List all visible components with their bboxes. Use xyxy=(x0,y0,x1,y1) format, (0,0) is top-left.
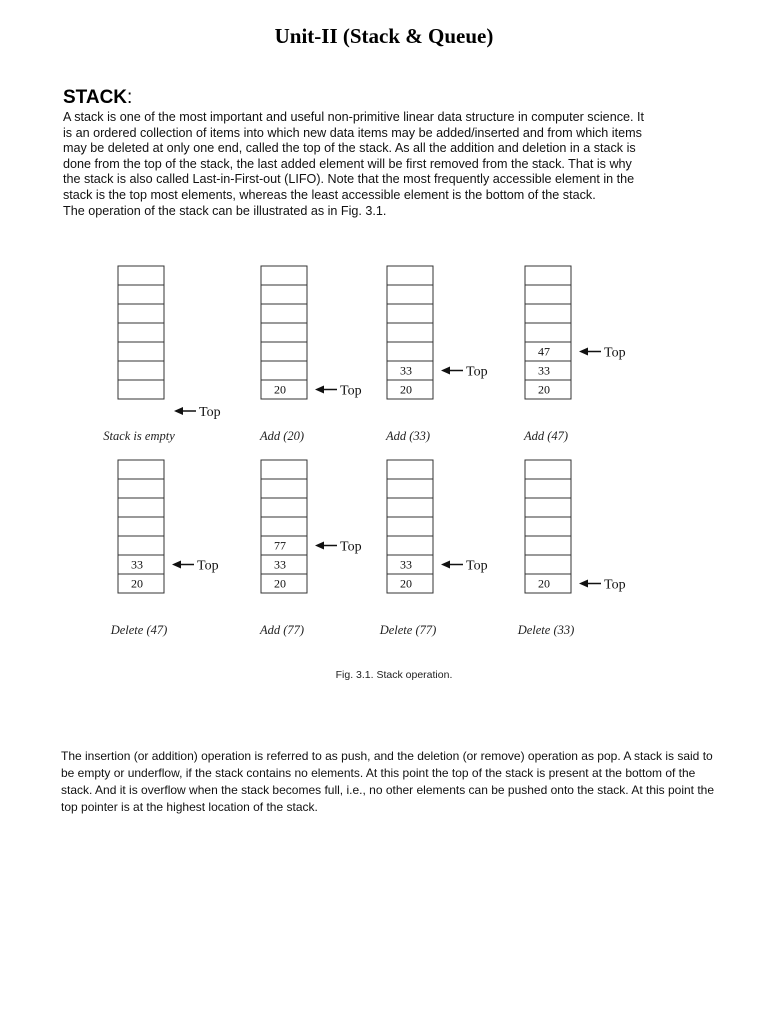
stack-cell xyxy=(261,479,307,498)
arrow-head-icon xyxy=(579,580,588,588)
stack-cell xyxy=(118,323,164,342)
top-pointer-arrow xyxy=(579,580,601,588)
stack-cell xyxy=(118,285,164,304)
top-pointer-arrow xyxy=(315,386,337,394)
top-pointer-label: Top xyxy=(340,539,362,555)
stack-cell xyxy=(118,536,164,555)
stack-diagram xyxy=(385,266,488,443)
closing-paragraph xyxy=(61,748,741,816)
top-pointer-arrow xyxy=(172,561,194,569)
stack-cell-value: 77 xyxy=(274,538,286,553)
arrow-head-icon xyxy=(315,542,324,550)
stack-cell xyxy=(261,323,307,342)
stack-cell xyxy=(118,517,164,536)
stack-cell xyxy=(387,285,433,304)
arrow-head-icon xyxy=(441,367,450,375)
stack-operation-label: Add (77) xyxy=(259,623,305,637)
stack-cell xyxy=(261,498,307,517)
stack-operation-label: Add (33) xyxy=(385,429,431,443)
stack-cell xyxy=(261,285,307,304)
top-pointer-label: Top xyxy=(199,405,221,420)
top-pointer-arrow xyxy=(174,407,196,415)
stack-diagram xyxy=(259,460,362,637)
stack-operation-label: Add (47) xyxy=(523,429,569,443)
stack-cell xyxy=(387,517,433,536)
stack-operation-label: Delete (33) xyxy=(517,623,575,637)
top-pointer-arrow xyxy=(579,348,601,356)
stack-cell xyxy=(261,460,307,479)
top-pointer-label: Top xyxy=(604,577,626,593)
stack-cell xyxy=(118,361,164,380)
stack-cell xyxy=(387,479,433,498)
arrow-head-icon xyxy=(315,386,324,394)
stack-cell-value: 20 xyxy=(400,576,412,591)
closing-line: The insertion (or addition) operation is referred to as push, and the deletion (or remove) operation as pop. A stack is said to xyxy=(61,749,713,763)
stack-cell xyxy=(118,266,164,285)
stack-cell xyxy=(261,342,307,361)
stack-cell xyxy=(261,266,307,285)
stack-diagram xyxy=(517,460,626,637)
stack-diagram xyxy=(379,460,488,637)
stack-cell-value: 20 xyxy=(274,576,286,591)
arrow-head-icon xyxy=(579,348,588,356)
top-pointer-label: Top xyxy=(340,383,362,399)
stack-operation-label: Stack is empty xyxy=(103,429,175,443)
stack-cell xyxy=(118,479,164,498)
stack-cell xyxy=(261,361,307,380)
stack-cell xyxy=(118,304,164,323)
closing-line: top pointer is at the highest location of the stack. xyxy=(61,800,318,814)
top-pointer-arrow xyxy=(315,542,337,550)
stack-cell-value: 20 xyxy=(538,576,550,591)
intro-line: done from the top of the stack, the last added element will be first removed from the stack. That is why xyxy=(63,156,632,171)
top-pointer-label: Top xyxy=(197,558,219,574)
top-pointer-label: Top xyxy=(466,558,488,574)
stack-operation-figure xyxy=(0,250,768,660)
stack-cell xyxy=(525,460,571,479)
top-pointer-label: Top xyxy=(466,364,488,380)
stack-cell xyxy=(525,555,571,574)
stack-cell-value: 33 xyxy=(400,363,412,378)
intro-line: The operation of the stack can be illustrated as in Fig. 3.1. xyxy=(63,203,387,218)
stack-cell xyxy=(387,342,433,361)
closing-line: stack. And it is overflow when the stack becomes full, i.e., no other elements can be pushed onto the stack. At this point the xyxy=(61,783,715,797)
stack-cell-value: 33 xyxy=(538,363,550,378)
stack-cell xyxy=(118,380,164,399)
stack-cell xyxy=(387,536,433,555)
stack-cell xyxy=(525,536,571,555)
stack-cell xyxy=(525,479,571,498)
stack-diagram xyxy=(110,460,219,637)
stack-cell xyxy=(118,342,164,361)
stack-cell xyxy=(387,498,433,517)
stack-cell xyxy=(261,517,307,536)
intro-line: is an ordered collection of items into which new data items may be added/inserted and from which items xyxy=(63,125,642,140)
stack-cell xyxy=(525,498,571,517)
stack-cell-value: 33 xyxy=(131,557,143,572)
stack-diagram xyxy=(103,266,220,443)
stack-cell xyxy=(525,323,571,342)
stack-cell xyxy=(525,266,571,285)
stack-cell xyxy=(525,517,571,536)
section-heading xyxy=(63,87,132,109)
stack-operation-label: Delete (47) xyxy=(110,623,168,637)
stack-operation-label: Add (20) xyxy=(259,429,305,443)
intro-line: the stack is also called Last-in-First-out (LIFO). Note that the most frequently accessible element in the xyxy=(63,172,635,187)
intro-line: may be deleted at only one end, called the top of the stack. As all the addition and deletion in a stack is xyxy=(63,141,636,156)
arrow-head-icon xyxy=(172,561,181,569)
stack-cell xyxy=(525,304,571,323)
stack-cell-value: 20 xyxy=(400,382,412,397)
stack-cell xyxy=(118,460,164,479)
intro-line: A stack is one of the most important and useful non-primitive linear data structure in computer science. It xyxy=(63,110,644,124)
closing-line: be empty or underflow, if the stack contains no elements. At this point the top of the stack is present at the bottom of the xyxy=(61,766,696,780)
stack-cell xyxy=(387,460,433,479)
top-pointer-arrow xyxy=(441,561,463,569)
arrow-head-icon xyxy=(441,561,450,569)
page-title: Unit-II (Stack & Queue) xyxy=(274,24,494,48)
stack-cell xyxy=(261,304,307,323)
stack-cell-value: 20 xyxy=(131,576,143,591)
top-pointer-label: Top xyxy=(604,345,626,361)
stack-cell-value: 33 xyxy=(400,557,412,572)
arrow-head-icon xyxy=(174,407,183,415)
stack-cell xyxy=(525,285,571,304)
stack-cell-value: 20 xyxy=(538,382,550,397)
stack-diagram xyxy=(259,266,362,443)
top-pointer-arrow xyxy=(441,367,463,375)
figure-caption: Fig. 3.1. Stack operation. xyxy=(335,669,453,681)
stack-cell xyxy=(387,304,433,323)
stack-operation-label: Delete (77) xyxy=(379,623,437,637)
stack-cell-value: 33 xyxy=(274,557,286,572)
stack-cell xyxy=(387,323,433,342)
stack-diagram xyxy=(523,266,626,443)
intro-paragraph xyxy=(63,110,723,219)
intro-line: stack is the top most elements, whereas the least accessible element is the bottom of the stack. xyxy=(63,187,596,202)
stack-cell xyxy=(118,498,164,517)
section-heading-colon: : xyxy=(127,87,133,108)
stack-cell-value: 47 xyxy=(538,344,550,359)
stack-cell xyxy=(387,266,433,285)
section-heading-text: STACK xyxy=(63,87,128,108)
stack-cell-value: 20 xyxy=(274,382,286,397)
